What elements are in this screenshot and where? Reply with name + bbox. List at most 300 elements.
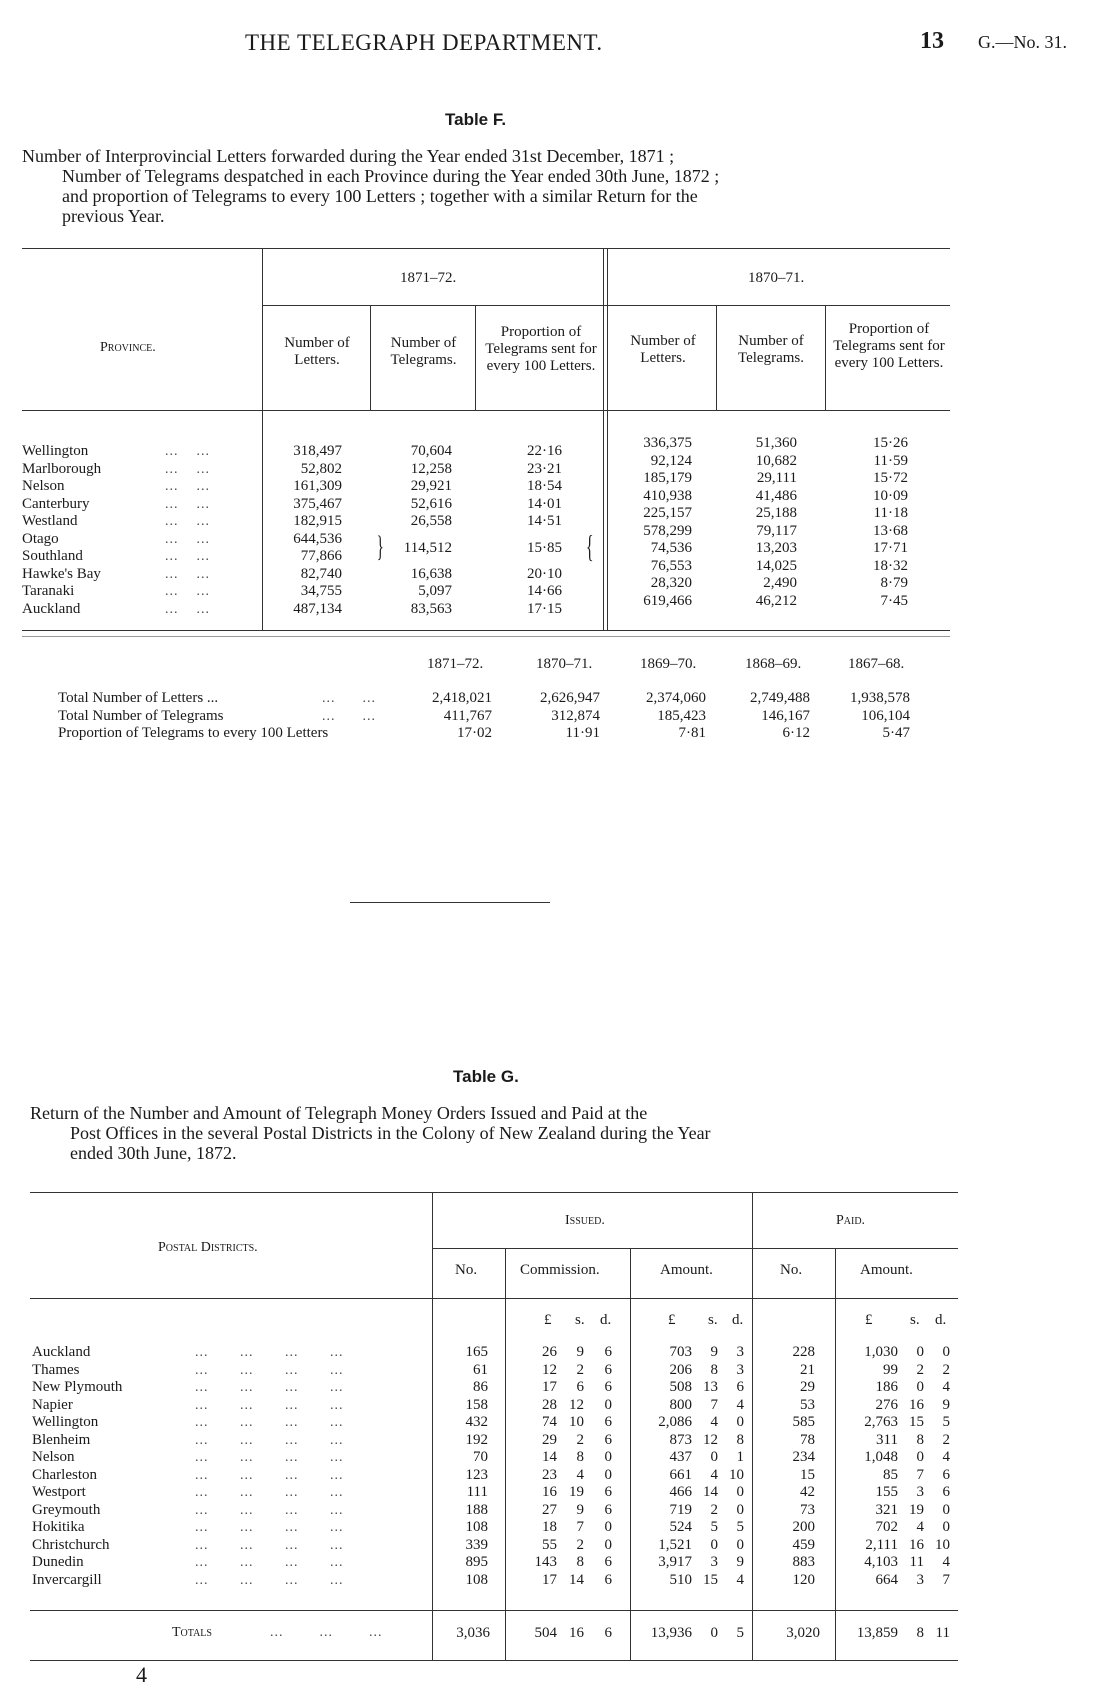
table-cell: 19 — [909, 1501, 924, 1518]
table-g-top-rule — [30, 1192, 958, 1193]
summary-year: 1870–71. — [536, 656, 593, 672]
total-issued-no: 3,036 — [456, 1625, 490, 1641]
table-cell: 0 — [942, 1344, 950, 1360]
table-g-caption — [30, 1103, 960, 1163]
caption-line: Return of the Number and Amount of Telegraph Money Orders Issued and Paid at the — [30, 1103, 648, 1123]
issued-amount-pounds-column — [636, 1344, 692, 1589]
table-cell: 1,030 — [864, 1344, 898, 1360]
table-cell: 2,749,488 — [750, 690, 810, 706]
proportion-1871-72-column — [500, 443, 562, 618]
table-cell: 5 — [942, 1414, 950, 1430]
table-cell: 9 — [736, 1554, 744, 1570]
table-cell: 0 — [916, 1344, 924, 1360]
table-cell: 466 — [669, 1484, 692, 1500]
district-name: Nelson — [32, 1449, 75, 1465]
table-cell: 4 — [916, 1519, 924, 1535]
table-cell: 8·79 — [880, 575, 908, 591]
table-f-top-rule — [22, 248, 950, 249]
col-proportion-1870-71: Proportion of Telegrams sent for every 100 Letters. — [833, 321, 945, 371]
paid-header: Paid. — [836, 1213, 866, 1228]
table-cell: 185,179 — [643, 470, 692, 486]
table-f-bottom-rule — [22, 630, 950, 631]
table-g-header-rule — [30, 1298, 958, 1299]
table-cell: 0 — [736, 1501, 744, 1518]
table-cell: 3 — [710, 1554, 718, 1570]
table-cell: 16 — [909, 1536, 924, 1553]
col-rule — [370, 305, 371, 410]
table-cell: 7 — [576, 1519, 584, 1535]
table-cell: 18·32 — [873, 557, 908, 574]
total-commission-pounds: 504 — [534, 1625, 557, 1641]
table-cell: 15 — [909, 1414, 924, 1430]
table-cell: 19 — [569, 1484, 584, 1500]
table-cell: 2,374,060 — [646, 690, 706, 706]
table-cell: 15·85 — [527, 539, 562, 556]
table-cell: 10 — [729, 1466, 744, 1483]
table-cell: 16 — [542, 1484, 557, 1500]
table-cell: 21 — [800, 1361, 815, 1378]
table-cell: 14 — [703, 1484, 718, 1500]
district-name: Blenheim — [32, 1431, 91, 1448]
totals-label: Totals — [172, 1625, 212, 1640]
table-cell: 29 — [542, 1431, 557, 1448]
table-cell: 55 — [542, 1536, 557, 1553]
province-name: Auckland — [22, 600, 81, 617]
table-cell: 15·72 — [873, 470, 908, 486]
col-rule — [630, 1248, 631, 1660]
province-name: Canterbury — [22, 495, 90, 512]
table-cell: 17·71 — [873, 540, 908, 556]
table-cell: 6·12 — [782, 725, 810, 741]
province-name: Nelson — [22, 478, 65, 494]
table-cell: 2,490 — [763, 575, 797, 591]
running-title: THE TELEGRAPH DEPARTMENT. — [245, 30, 603, 55]
table-cell: 0 — [604, 1396, 612, 1413]
col-rule — [716, 305, 717, 410]
table-cell: 487,134 — [293, 600, 342, 617]
table-cell: 2,086 — [658, 1414, 692, 1430]
table-cell: 7 — [710, 1396, 718, 1413]
province-name: Hawke's Bay — [22, 565, 101, 582]
summary-label: Total Number of Letters ... — [58, 690, 219, 706]
unit-shillings: s. — [910, 1312, 920, 1328]
letters-1870-71-column — [620, 435, 692, 610]
table-cell: 459 — [792, 1536, 815, 1553]
table-cell: 15 — [800, 1466, 815, 1483]
table-cell: 664 — [875, 1571, 898, 1588]
summary-year: 1871–72. — [427, 656, 484, 672]
table-cell: 4 — [710, 1466, 718, 1483]
table-cell: 53 — [800, 1396, 815, 1413]
unit-pence: d. — [935, 1312, 947, 1328]
table-cell: 14 — [569, 1571, 584, 1588]
table-cell: 6 — [604, 1501, 612, 1518]
province-name: Westland — [22, 513, 78, 529]
province-header: Province. — [100, 340, 156, 355]
table-cell: 6 — [604, 1554, 612, 1570]
table-cell: 276 — [875, 1396, 898, 1413]
table-cell: 2 — [942, 1431, 950, 1448]
unit-pounds: £ — [668, 1312, 676, 1328]
summary-year: 1869–70. — [640, 656, 697, 672]
district-name: Invercargill — [32, 1571, 102, 1588]
table-cell: 321 — [875, 1501, 898, 1518]
table-cell: 79,117 — [756, 522, 797, 539]
col-rule — [825, 305, 826, 410]
col-rule — [505, 1248, 506, 1660]
issued-header: Issued. — [565, 1213, 605, 1228]
unit-shillings: s. — [575, 1312, 585, 1328]
table-cell: 0 — [736, 1484, 744, 1500]
col-letters-1870-71: Number of Letters. — [630, 333, 696, 366]
table-cell: 5 — [710, 1519, 718, 1535]
table-cell: 10·09 — [873, 487, 908, 504]
table-cell: 2 — [576, 1361, 584, 1378]
table-cell: 339 — [465, 1536, 488, 1553]
total-commission-pence: 6 — [604, 1625, 612, 1641]
summary-year: 1868–69. — [745, 656, 802, 672]
table-cell: 77,866 — [300, 548, 342, 564]
table-cell: 0 — [736, 1536, 744, 1553]
commission-shillings-column — [560, 1344, 584, 1589]
col-rule — [603, 248, 604, 630]
col-telegrams-1870-71: Number of Telegrams. — [737, 333, 804, 366]
table-cell: 702 — [875, 1519, 898, 1535]
table-cell: 703 — [669, 1344, 692, 1360]
table-f-caption — [22, 146, 952, 226]
table-cell: 106,104 — [861, 707, 910, 724]
table-cell: 7·45 — [880, 592, 908, 609]
table-cell: 78 — [800, 1431, 815, 1448]
col-rule — [475, 305, 476, 410]
table-cell: 29 — [800, 1379, 815, 1395]
table-cell: 2 — [576, 1431, 584, 1448]
paid-amount-pence-column — [926, 1344, 950, 1589]
table-cell: 86 — [473, 1379, 488, 1395]
table-cell: 0 — [710, 1536, 718, 1553]
table-cell: 14 — [542, 1449, 557, 1465]
table-cell: 6 — [604, 1344, 612, 1360]
table-cell: 2,626,947 — [540, 690, 600, 706]
total-paid-pence: 11 — [935, 1625, 950, 1641]
table-cell: 13,203 — [755, 540, 797, 556]
table-cell: 6 — [604, 1361, 612, 1378]
issued-amount-shillings-column — [694, 1344, 718, 1589]
table-cell: 4 — [942, 1449, 950, 1465]
table-cell: 120 — [792, 1571, 815, 1588]
totals-leaders: ... ... ... — [270, 1625, 383, 1640]
letters-1871-72-column — [270, 443, 342, 618]
table-cell: 2 — [710, 1501, 718, 1518]
table-cell: 800 — [669, 1396, 692, 1413]
summary-col-1867-68 — [838, 690, 910, 743]
total-paid-pounds: 13,859 — [856, 1625, 898, 1641]
table-cell: 73 — [800, 1501, 815, 1518]
table-cell: 186 — [875, 1379, 898, 1395]
table-cell: 644,536 — [293, 530, 342, 547]
table-cell: 0 — [604, 1519, 612, 1535]
table-cell: 0 — [604, 1449, 612, 1465]
table-cell: 510 — [669, 1571, 692, 1588]
unit-shillings: s. — [708, 1312, 718, 1328]
table-cell: 0 — [942, 1501, 950, 1518]
table-cell: 14·01 — [527, 495, 562, 512]
table-cell: 619,466 — [643, 592, 692, 609]
table-cell: 2,763 — [864, 1414, 898, 1430]
table-cell: 22·16 — [527, 443, 562, 459]
summary-col-1868-69 — [738, 690, 810, 743]
table-cell: 23 — [542, 1466, 557, 1483]
table-cell: 411,767 — [443, 707, 492, 724]
table-cell: 10,682 — [755, 452, 797, 469]
table-cell: 7 — [942, 1571, 950, 1588]
table-cell: 46,212 — [755, 592, 797, 609]
table-cell: 29,111 — [756, 470, 797, 486]
table-cell: 41,486 — [755, 487, 797, 504]
table-cell: 4 — [576, 1466, 584, 1483]
table-cell: 15·26 — [873, 435, 908, 451]
brace-otago-southland: } — [376, 530, 384, 563]
table-cell: 883 — [792, 1554, 815, 1570]
caption-line: Number of Telegrams despatched in each Province during the Year ended 30th June, 1872 ; — [62, 166, 720, 186]
caption-line: previous Year. — [62, 206, 165, 226]
table-cell: 336,375 — [643, 435, 692, 451]
table-cell: 873 — [669, 1431, 692, 1448]
summary-col-1871-72 — [420, 690, 492, 743]
table-cell: 17 — [542, 1379, 557, 1395]
table-cell: 3 — [916, 1571, 924, 1588]
table-cell: 123 — [465, 1466, 488, 1483]
table-cell: 524 — [669, 1519, 692, 1535]
caption-line: and proportion of Telegrams to every 100 Letters ; together with a similar Return for the — [62, 186, 698, 206]
paper-reference: G.—No. 31. — [978, 32, 1067, 52]
table-g-bottom-rule — [30, 1660, 958, 1661]
table-g-label: Table G. — [453, 1067, 519, 1086]
table-cell: 26 — [542, 1344, 557, 1360]
caption-line: Post Offices in the several Postal Districts in the Colony of New Zealand during the Year — [70, 1123, 711, 1143]
table-cell: 585 — [792, 1414, 815, 1430]
proportion-1870-71-column — [850, 435, 908, 610]
total-issued-pence: 5 — [736, 1625, 744, 1641]
table-cell: 108 — [465, 1519, 488, 1535]
table-cell: 29,921 — [410, 478, 452, 494]
unit-pence: d. — [732, 1312, 744, 1328]
paid-amount-shillings-column — [900, 1344, 924, 1589]
summary-col-1869-70 — [634, 690, 706, 743]
table-cell: 2,418,021 — [432, 690, 492, 706]
table-cell: 311 — [876, 1431, 898, 1448]
table-cell: 12 — [569, 1396, 584, 1413]
table-cell: 8 — [736, 1431, 744, 1448]
table-cell: 8 — [576, 1554, 584, 1570]
table-cell: 5 — [736, 1519, 744, 1535]
table-cell: 9 — [710, 1344, 718, 1360]
table-cell: 17·02 — [457, 725, 492, 741]
table-cell: 6 — [604, 1414, 612, 1430]
district-name: Thames — [32, 1361, 80, 1378]
table-cell: 4 — [942, 1379, 950, 1395]
table-f-header-rule — [22, 410, 950, 411]
province-list — [22, 443, 101, 618]
unit-pounds: £ — [865, 1312, 873, 1328]
table-f-period-rule — [262, 305, 950, 306]
total-commission-shillings: 16 — [569, 1625, 584, 1641]
table-g-group-rule — [432, 1248, 958, 1249]
table-cell: 13 — [703, 1379, 718, 1395]
table-cell: 6 — [942, 1466, 950, 1483]
issued-no-column — [440, 1344, 488, 1589]
table-cell: 12 — [542, 1361, 557, 1378]
table-cell: 437 — [669, 1449, 692, 1465]
issued-amount-pence-column — [722, 1344, 744, 1589]
table-cell: 11 — [909, 1554, 924, 1570]
paid-amount-pounds-column — [840, 1344, 898, 1589]
table-cell: 4,103 — [864, 1554, 898, 1570]
district-name: Christchurch — [32, 1536, 110, 1553]
province-name: Taranaki — [22, 583, 75, 599]
col-rule — [607, 248, 608, 630]
table-cell: 6 — [604, 1379, 612, 1395]
table-cell: 15 — [703, 1571, 718, 1588]
table-cell: 1 — [736, 1449, 744, 1465]
table-cell: 5·47 — [882, 725, 910, 741]
table-cell: 1,048 — [864, 1449, 898, 1465]
table-cell: 28 — [542, 1396, 557, 1413]
table-cell: 7·81 — [678, 725, 706, 741]
table-cell: 0 — [916, 1449, 924, 1465]
table-cell: 0 — [736, 1414, 744, 1430]
table-cell: 0 — [604, 1466, 612, 1483]
table-cell: 2,111 — [865, 1536, 898, 1553]
table-cell: 61 — [473, 1361, 488, 1378]
table-cell: 14,025 — [755, 557, 797, 574]
summary-label: Total Number of Telegrams — [58, 707, 224, 724]
table-cell: 26,558 — [410, 513, 452, 529]
table-cell: 51,360 — [755, 435, 797, 451]
table-cell: 182,915 — [293, 513, 342, 529]
table-cell: 3,917 — [658, 1554, 692, 1570]
province-name: Southland — [22, 548, 83, 564]
table-cell: 318,497 — [293, 443, 342, 459]
table-cell: 52,616 — [410, 495, 452, 512]
table-cell: 200 — [792, 1519, 815, 1535]
district-name: Napier — [32, 1396, 73, 1413]
table-cell: 7 — [916, 1466, 924, 1483]
table-cell: 432 — [465, 1414, 488, 1430]
section-divider — [350, 902, 550, 903]
table-cell: 18·54 — [527, 478, 562, 494]
period-header-1870-71: 1870–71. — [748, 270, 805, 286]
table-cell: 52,802 — [300, 460, 342, 477]
caption-line: Number of Interprovincial Letters forwarded during the Year ended 31st December, 1871 ; — [22, 146, 675, 166]
district-name: Hokitika — [32, 1519, 85, 1535]
paid-no-column — [765, 1344, 815, 1589]
table-cell: 25,188 — [755, 505, 797, 521]
table-cell: 375,467 — [293, 495, 342, 512]
col-proportion-1871-72: Proportion of Telegrams sent for every 100 Letters. — [485, 324, 597, 374]
district-name: New Plymouth — [32, 1379, 123, 1395]
table-cell: 74,536 — [650, 540, 692, 556]
table-cell: 3 — [916, 1484, 924, 1500]
col-no-issued: No. — [455, 1262, 478, 1278]
table-cell: 161,309 — [293, 478, 342, 494]
table-cell: 10 — [935, 1536, 950, 1553]
table-cell: 188 — [465, 1501, 488, 1518]
col-rule — [835, 1248, 836, 1660]
table-cell: 0 — [710, 1449, 718, 1465]
table-cell: 206 — [669, 1361, 692, 1378]
total-issued-pounds: 13,936 — [650, 1625, 692, 1641]
table-cell: 719 — [669, 1501, 692, 1518]
table-cell: 11·59 — [873, 452, 908, 469]
table-cell: 4 — [942, 1554, 950, 1570]
col-rule — [262, 248, 263, 630]
district-name: Westport — [32, 1484, 86, 1500]
table-cell: 6 — [736, 1379, 744, 1395]
table-cell: 27 — [542, 1501, 557, 1518]
telegrams-1871-72-column — [380, 443, 452, 618]
district-name: Charleston — [32, 1466, 97, 1483]
page-mark: 4 — [136, 1662, 147, 1687]
table-cell: 14·51 — [527, 513, 562, 529]
table-cell: 312,874 — [551, 707, 600, 724]
table-cell: 9 — [576, 1344, 584, 1360]
table-cell: 108 — [465, 1571, 488, 1588]
table-cell: 17 — [542, 1571, 557, 1588]
table-cell: 70,604 — [410, 443, 452, 459]
table-cell: 1,938,578 — [850, 690, 910, 706]
table-cell: 28,320 — [650, 575, 692, 591]
table-cell: 76,553 — [650, 557, 692, 574]
summary-row-labels — [58, 690, 328, 743]
total-paid-shillings: 8 — [916, 1625, 924, 1641]
table-cell: 16 — [909, 1396, 924, 1413]
postal-districts-header: Postal Districts. — [158, 1240, 258, 1255]
table-cell: 11·18 — [873, 505, 908, 521]
table-cell: 8 — [916, 1431, 924, 1448]
district-name: Dunedin — [32, 1554, 84, 1570]
table-cell: 0 — [916, 1379, 924, 1395]
district-list — [32, 1344, 122, 1589]
table-f-bottom-rule-2 — [22, 636, 950, 637]
summary-year: 1867–68. — [848, 656, 905, 672]
table-cell: 74 — [542, 1414, 557, 1430]
unit-pence: d. — [600, 1312, 612, 1328]
table-cell: 578,299 — [643, 522, 692, 539]
col-rule — [432, 1192, 433, 1660]
table-cell: 23·21 — [527, 460, 562, 477]
col-amount-paid: Amount. — [860, 1262, 913, 1278]
province-leaders: ... ... ... ... ... ... ... ... ... ... ... ... ... ... ... ... ... ... ... ... — [165, 444, 210, 617]
col-commission: Commission. — [520, 1262, 600, 1278]
table-cell: 410,938 — [643, 487, 692, 504]
table-cell: 9 — [942, 1396, 950, 1413]
period-header-1871-72: 1871–72. — [400, 270, 457, 286]
table-cell: 185,423 — [657, 707, 706, 724]
table-cell: 99 — [883, 1361, 898, 1378]
table-cell: 9 — [576, 1501, 584, 1518]
table-cell: 508 — [669, 1379, 692, 1395]
district-name: Wellington — [32, 1414, 99, 1430]
table-cell: 165 — [465, 1344, 488, 1360]
col-letters-1871-72: Number of Letters. — [284, 335, 350, 368]
table-cell: 17·15 — [527, 600, 562, 617]
page-number: 13 — [920, 28, 944, 54]
district-name: Auckland — [32, 1344, 91, 1360]
table-g-totals-rule — [30, 1610, 958, 1611]
total-paid-no: 3,020 — [786, 1625, 820, 1641]
table-cell: 111 — [466, 1484, 488, 1500]
